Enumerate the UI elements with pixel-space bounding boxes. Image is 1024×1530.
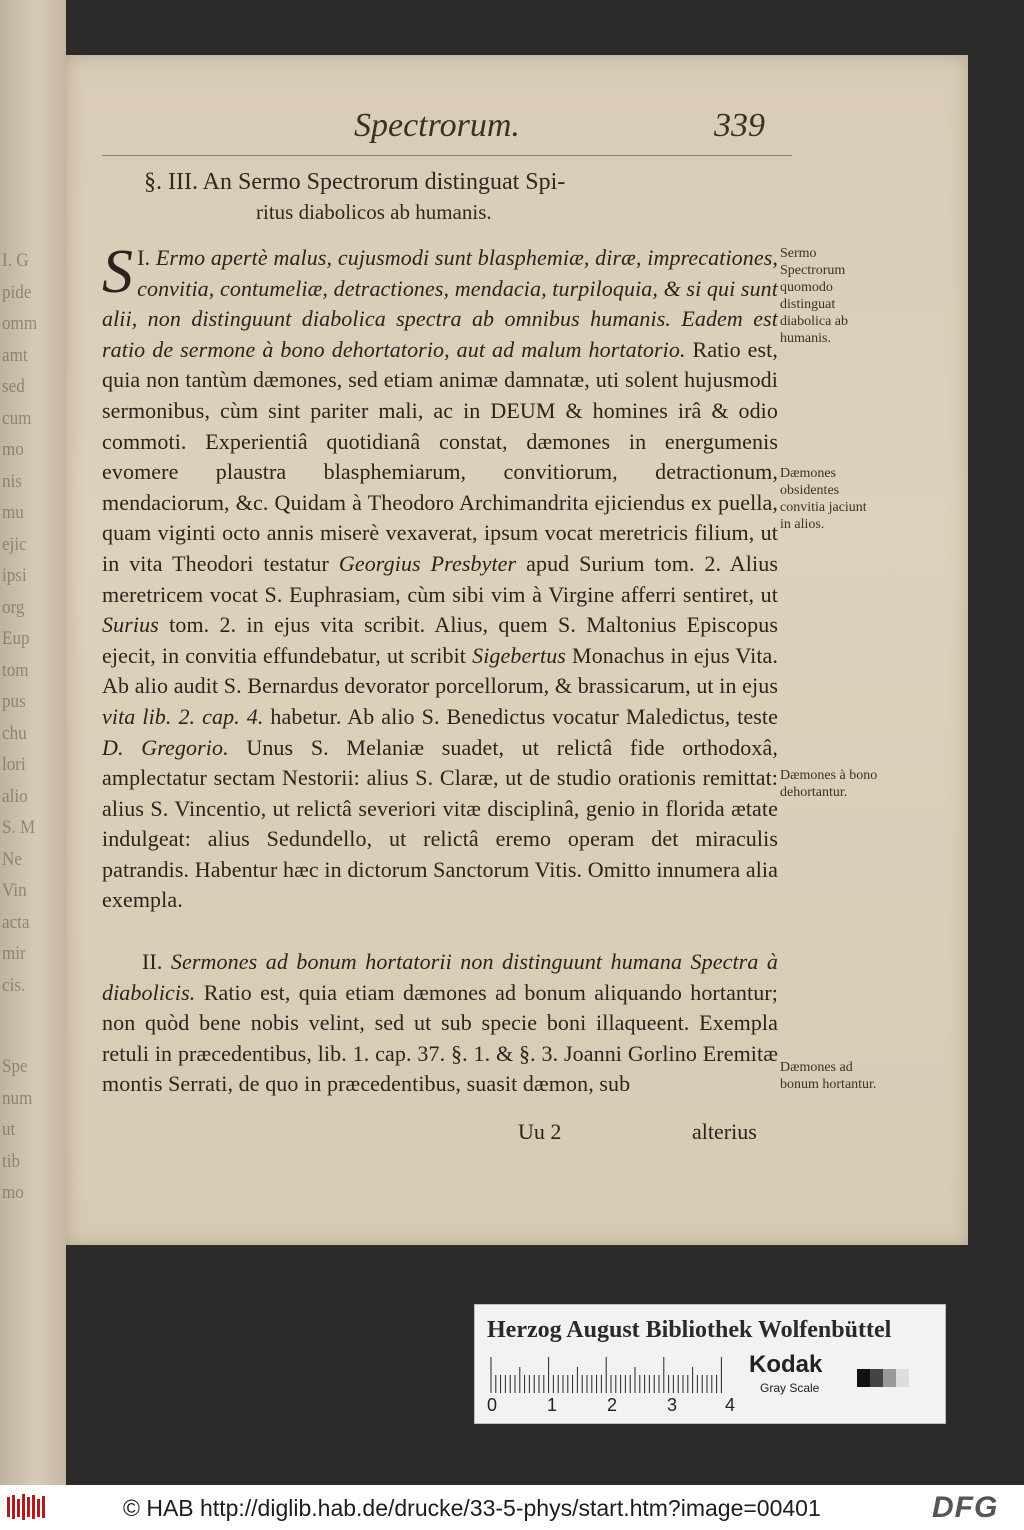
plate-title: Herzog August Bibliothek Wolfenbüttel bbox=[487, 1317, 892, 1343]
facing-page-word: chu bbox=[2, 722, 27, 744]
paragraph-number: II. bbox=[142, 949, 163, 974]
library-color-plate bbox=[474, 1304, 946, 1424]
paragraph-1-text-b: apud Surium tom. 2. Alius meretricem vocat S. Euphrasiam, cùm sibi vim à Virgine afferri sentiret, ut bbox=[102, 550, 778, 607]
page-number: 339 bbox=[714, 107, 765, 144]
dfg-logo: DFG bbox=[932, 1491, 999, 1524]
drop-cap: S bbox=[102, 238, 134, 306]
footer-bar bbox=[0, 1485, 1024, 1530]
citation-gregorio: D. Gregorio. bbox=[102, 734, 229, 760]
ruler-label: 2 bbox=[607, 1395, 618, 1415]
ruler-scale bbox=[489, 1357, 729, 1393]
section-heading bbox=[144, 167, 784, 227]
catchword: alterius bbox=[692, 1119, 757, 1144]
facing-page-word: lori bbox=[2, 754, 26, 775]
margin-note: Dæmones obsidentes convitia jaciunt in alios. bbox=[780, 466, 867, 532]
paragraph-1-text-f: Unus S. Melaniæ suadet, ut relictâ fide orthodoxâ, amplectatur sectam Nestorii: alius S. Claræ, ut de studio orationis remittat: alius S. Vincentio, ut relictâ severiori vitæ disciplinâ, genio in florida ætate indulgeat: alius Sedundello, ut relictâ eremo operam det miraculis patrandis. Habentur hæc in dictorum Sanctorum Vitis. Omitto innumera alia exempla. bbox=[102, 734, 778, 913]
margin-note: Dæmones à bono dehortantur. bbox=[780, 768, 878, 800]
facing-page-word: S. M bbox=[2, 817, 36, 838]
facing-page-word: Eup bbox=[2, 628, 30, 649]
margin-note: Sermo Spectrorum quomodo distinguat diabolica ab humanis. bbox=[780, 246, 849, 346]
facing-page-fragment bbox=[0, 0, 66, 1485]
facing-page-word: tib bbox=[2, 1150, 21, 1172]
running-head: Spectrorum. bbox=[354, 107, 520, 144]
facing-page-word: alio bbox=[2, 785, 28, 807]
paragraph-2 bbox=[102, 947, 778, 1100]
book-page bbox=[66, 55, 968, 1245]
margin-note: Dæmones ad bonum hortantur. bbox=[780, 1060, 877, 1092]
signature-mark: Uu 2 bbox=[518, 1119, 562, 1144]
facing-page-word: ut bbox=[2, 1119, 16, 1140]
facing-page-word: mu bbox=[2, 502, 24, 523]
citation-surius: Surius bbox=[102, 612, 159, 638]
paragraph-2-text: Ratio est, quia etiam dæmones ad bonum aliquando hortantur; non quòd bene nobis velint, sed ut sub specie boni illaqueent. Exempla retuli in præcedentibus, lib. 1. cap. 37. §. 1. & §. 3. Joanni Gorlino Eremitæ montis Serrati, de quo in præcedentibus, suasit dæmon, sub bbox=[102, 979, 778, 1097]
paragraph-1-text-d: Monachus in ejus Vita. Ab alio audit S. Bernardus devorator porcellorum, & brassicarum, ut in ejus bbox=[102, 642, 778, 699]
paragraph-1-text-e: habetur. Ab alio S. Benedictus vocatur Maledictus, teste bbox=[270, 703, 778, 729]
facing-page-word: mo bbox=[2, 439, 24, 460]
facing-page-word: nis bbox=[2, 470, 22, 492]
facing-page-word: pide bbox=[2, 281, 32, 303]
ruler-label: 4 bbox=[725, 1395, 736, 1415]
facing-page-word: I. G bbox=[2, 250, 29, 271]
facing-page-word: sed bbox=[2, 376, 25, 397]
ruler-label: 3 bbox=[667, 1395, 678, 1415]
section-heading-line2: ritus diabolicos ab humanis. bbox=[256, 200, 492, 224]
facing-page-word: Vin bbox=[2, 880, 27, 901]
paragraph-1-thesis: Ermo apertè malus, cujusmodi sunt blasphemiæ, diræ, imprecationes, convitia, contumeliæ, detractiones, mendacia, turpiloquia, & si qui sunt alii, non distinguunt diabolica spectra ab omnibus humanis. Eadem est ratio de sermone à bono dehortatorio, aut ad malum hortatorio. bbox=[102, 245, 778, 362]
facing-page-word: cum bbox=[2, 407, 32, 429]
footer-copyright: © HAB http://diglib.hab.de/drucke/33-5-phys/start.htm?image=00401 bbox=[123, 1495, 821, 1521]
gray-scale-label: Gray Scale bbox=[760, 1381, 820, 1395]
facing-page-word: num bbox=[2, 1087, 33, 1109]
facing-page-word: cis. bbox=[2, 974, 26, 996]
ruler-label: 0 bbox=[487, 1395, 498, 1415]
kodak-logo: Kodak bbox=[749, 1351, 823, 1378]
citation-sigebertus: Sigebertus bbox=[472, 642, 566, 668]
facing-page-word: mir bbox=[2, 943, 26, 964]
paragraph-number: I. bbox=[137, 245, 151, 270]
header-rule bbox=[102, 155, 792, 156]
facing-page-word: ejic bbox=[2, 533, 27, 555]
facing-page-word: mo bbox=[2, 1182, 24, 1203]
facing-page-word: Ne bbox=[2, 848, 22, 870]
facing-page-word: Spe bbox=[2, 1056, 28, 1077]
hab-logo-icon bbox=[6, 1493, 50, 1521]
paragraph-1 bbox=[102, 238, 778, 916]
facing-page-word: acta bbox=[2, 911, 30, 933]
citation-vita: vita lib. 2. cap. 4. bbox=[102, 703, 264, 729]
ruler-label: 1 bbox=[547, 1395, 558, 1415]
facing-page-word: amt bbox=[2, 344, 28, 366]
facing-page-word: org bbox=[2, 596, 25, 618]
paragraph-1-text-c: tom. 2. in ejus vita scribit. Alius, quem S. Maltonius Episcopus ejecit, in convitia effundebatur, ut scribit bbox=[102, 612, 778, 668]
paragraph-1-text-a: Ratio est, quia non tantùm dæmones, sed etiam animæ damnatæ, uti solent hujusmodi sermonibus, cùm sint pariter mali, ac in DEUM & homines irâ & odio commoti. Experientiâ quotidianâ constat, dæmones in energumenis evomere plaustra blasphemiarum, convitiorum, detractionum, mendaciorum, &c. Quidam à Theodoro Archimandrita ejiciendus ex puella, quam viginti octo annis miserè vexaverat, ipsum vocat meretricis filium, ut in vita Theodori testatur bbox=[102, 336, 778, 576]
paragraph-2-thesis: Sermones ad bonum hortatorii non distinguunt humana Spectra à diabolicis. bbox=[102, 949, 778, 1005]
section-heading-line1: §. III. An Sermo Spectrorum distinguat Spi- bbox=[144, 169, 566, 195]
facing-page-word: ipsi bbox=[2, 565, 27, 586]
gray-swatch bbox=[857, 1369, 909, 1387]
citation-georgius: Georgius Presbyter bbox=[338, 550, 517, 576]
facing-page-word: pus bbox=[2, 691, 26, 712]
facing-page-word: tom bbox=[2, 659, 29, 681]
facing-page-word: omm bbox=[2, 313, 38, 334]
